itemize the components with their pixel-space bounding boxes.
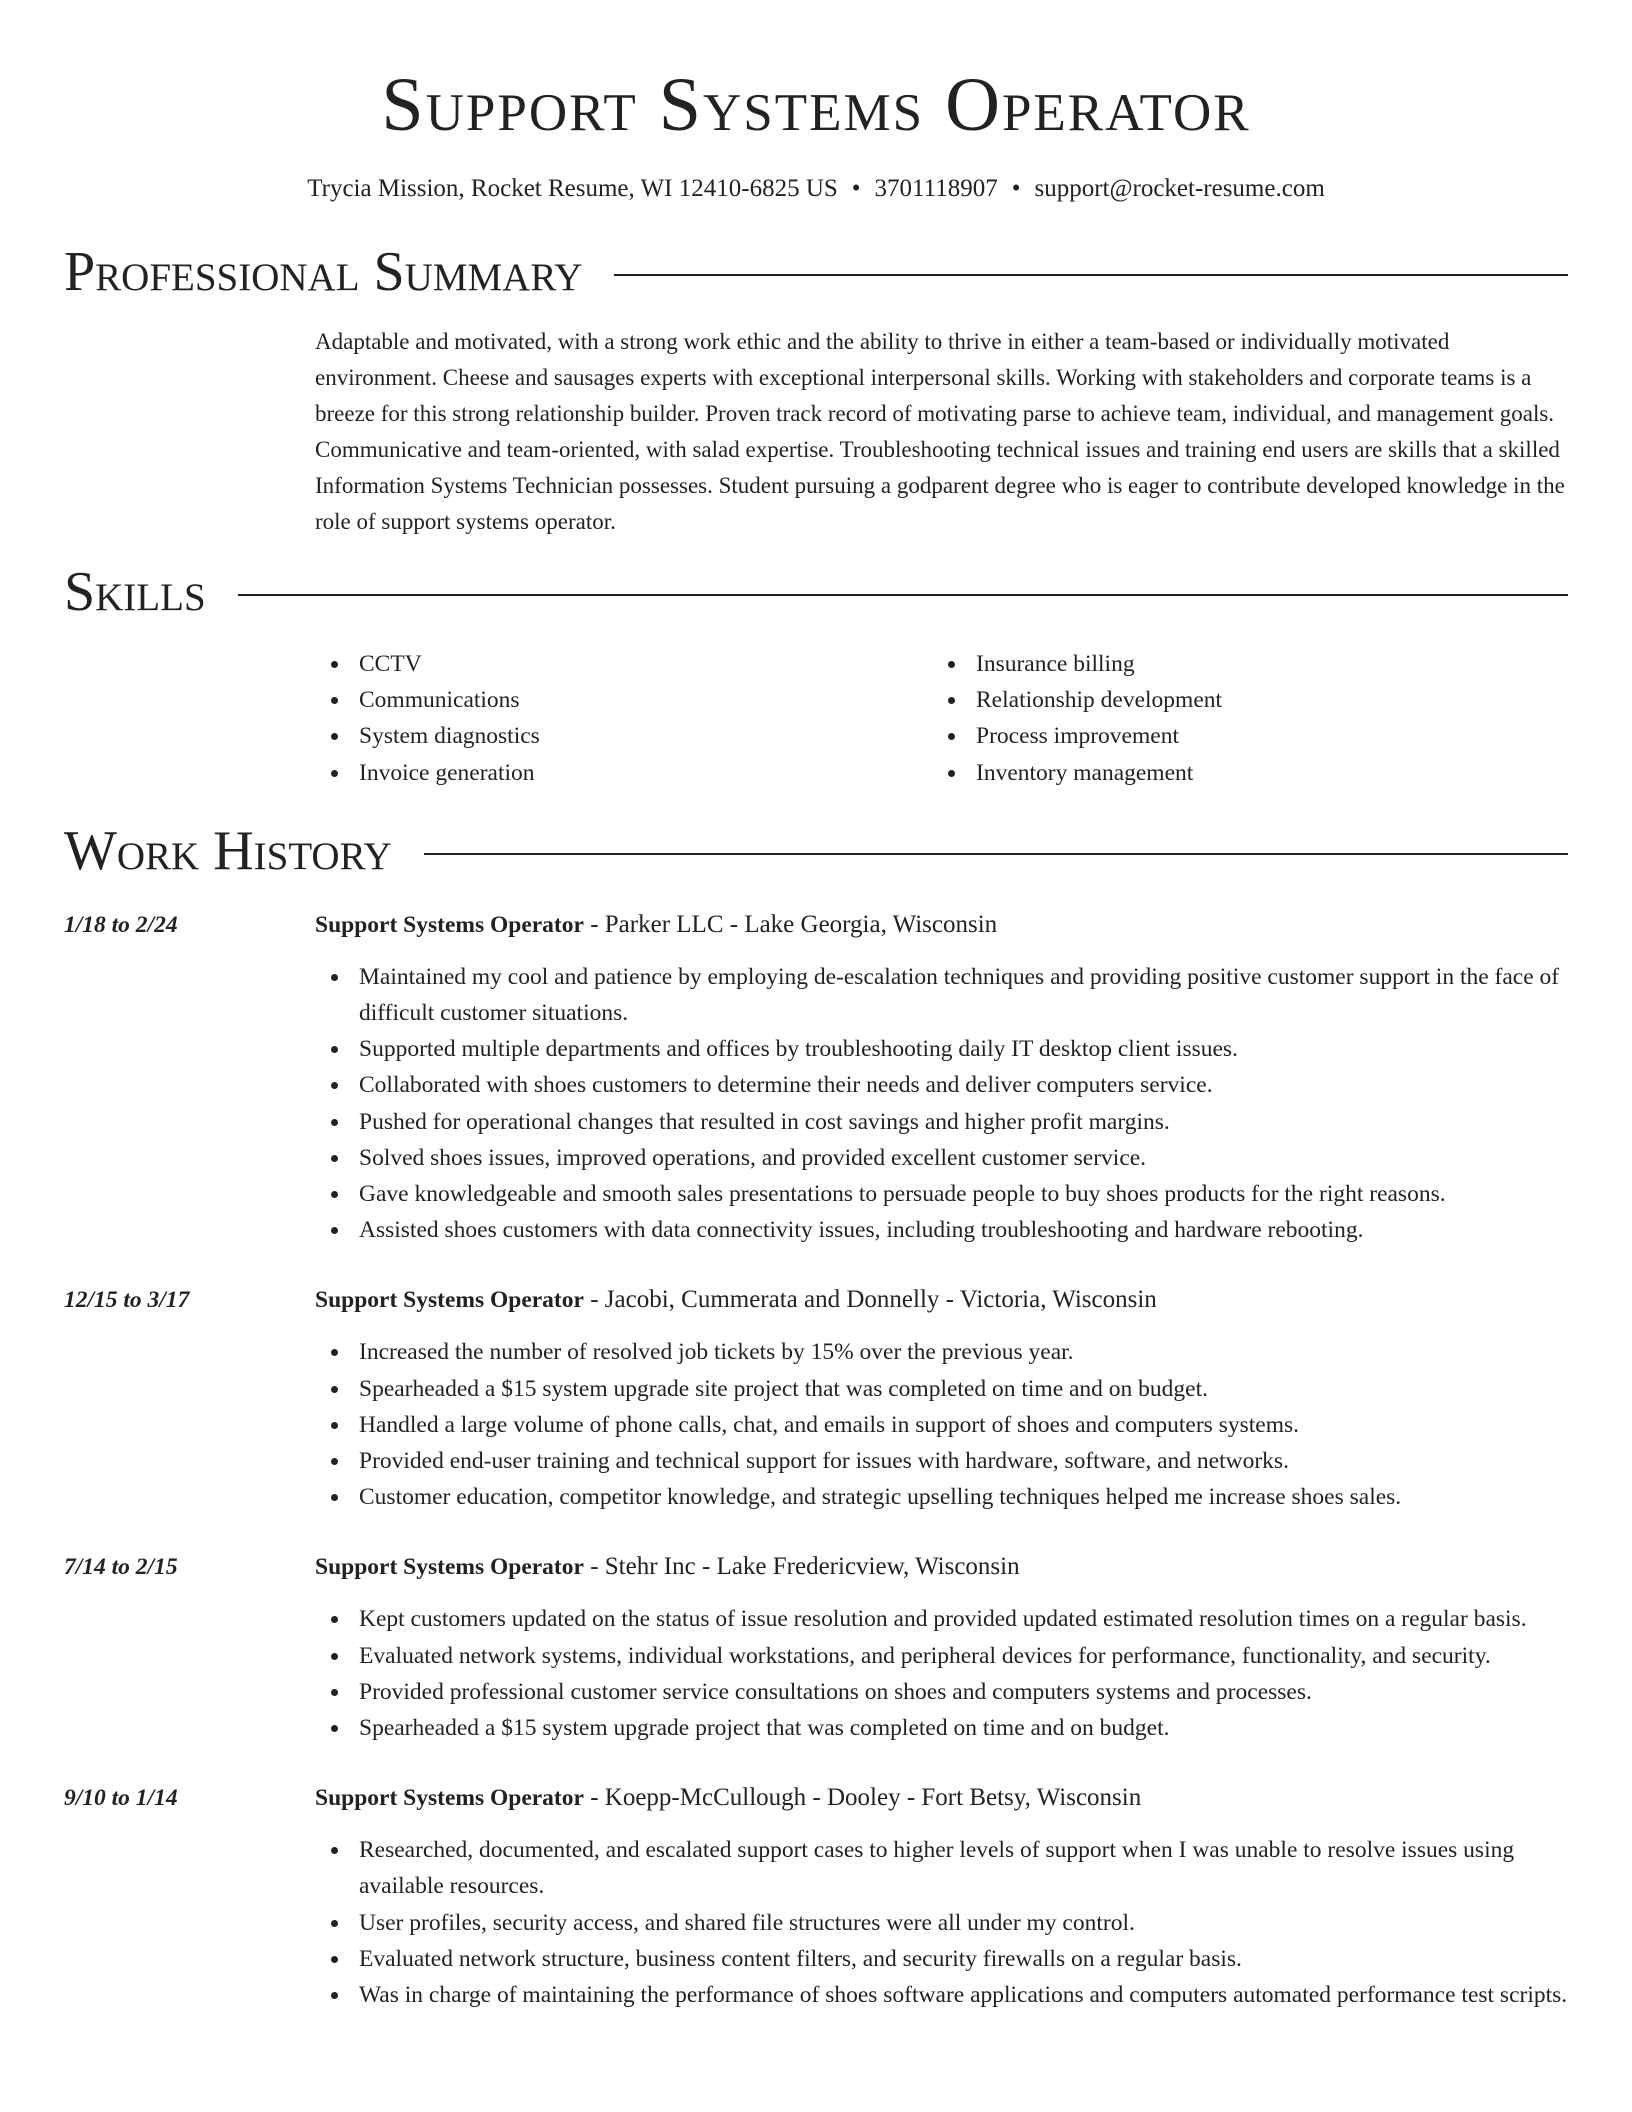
work-history-title: Work History	[64, 819, 392, 882]
job-bullets	[315, 1334, 1568, 1515]
contact-separator: •	[851, 175, 861, 202]
skill-item: Insurance billing	[932, 646, 1549, 682]
job-bullets	[315, 1601, 1568, 1746]
skills-list-right	[932, 646, 1549, 791]
job-bullet: Maintained my cool and patience by employing de-escalation techniques and providing positive customer support in the face of difficult customer situations.	[315, 959, 1568, 1031]
job-heading	[315, 1549, 1568, 1585]
skills-title: Skills	[64, 561, 206, 623]
job-bullet: Assisted shoes customers with data connectivity issues, including troubleshooting and hardware rebooting.	[315, 1212, 1568, 1248]
summary-text: Adaptable and motivated, with a strong work ethic and the ability to thrive in either a team-based or individually motivated environment. Cheese and sausages experts with exceptional interpersonal skills. Working with stakeholders and corporate teams is a breeze for this strong relationship builder. Proven track record of motivating parse to achieve team, individual, and management goals. Communicative and team-oriented, with salad expertise. Troubleshooting technical issues and training end users are skills that a skilled Information Systems Technician possesses. Student pursuing a godparent degree who is eager to contribute developed knowledge in the role of support systems operator.	[315, 329, 1565, 534]
job-body	[315, 1780, 1568, 2013]
job-body	[315, 1282, 1568, 1515]
job-heading	[315, 1282, 1568, 1318]
work-history-section	[64, 821, 1568, 2013]
job-entry	[64, 1780, 1568, 2013]
section-divider	[238, 594, 1568, 596]
job-bullet: Supported multiple departments and offices by troubleshooting daily IT desktop client issues.	[315, 1031, 1568, 1067]
work-history-header	[64, 821, 1568, 881]
job-entry	[64, 1282, 1568, 1515]
skill-item: Invoice generation	[315, 755, 932, 791]
job-dates: 7/14 to 2/15	[64, 1554, 178, 1581]
job-dates: 12/15 to 3/17	[64, 1287, 190, 1314]
skill-item: CCTV	[315, 646, 932, 682]
job-bullet: Spearheaded a $15 system upgrade site project that was completed on time and on budget.	[315, 1371, 1568, 1407]
section-divider	[424, 853, 1568, 855]
job-bullet: Kept customers updated on the status of issue resolution and provided updated estimated resolution times on a regular basis.	[315, 1601, 1568, 1637]
job-body	[315, 1549, 1568, 1746]
job-bullet: Provided end-user training and technical support for issues with hardware, software, and networks.	[315, 1443, 1568, 1479]
summary-section	[64, 242, 1568, 540]
contact-separator: •	[1011, 175, 1021, 202]
job-title: Support Systems Operator	[315, 1785, 584, 1812]
contact-line	[0, 172, 1632, 206]
job-bullet: Handled a large volume of phone calls, chat, and emails in support of shoes and computers systems.	[315, 1407, 1568, 1443]
job-bullet: Pushed for operational changes that resulted in cost savings and higher profit margins.	[315, 1104, 1568, 1140]
job-bullets	[315, 959, 1568, 1249]
skills-section	[64, 562, 1568, 791]
job-bullet: Increased the number of resolved job tickets by 15% over the previous year.	[315, 1334, 1568, 1370]
job-bullet: Spearheaded a $15 system upgrade project that was completed on time and on budget.	[315, 1710, 1568, 1746]
job-bullet: Evaluated network systems, individual workstations, and peripheral devices for performance, functionality, and security.	[315, 1638, 1568, 1674]
skill-item: Relationship development	[932, 682, 1549, 718]
job-employer: - Stehr Inc - Lake Fredericview, Wisconsin	[590, 1553, 1020, 1581]
job-title: Support Systems Operator	[315, 1554, 584, 1581]
skill-item: Communications	[315, 682, 932, 718]
job-bullet: Provided professional customer service consultations on shoes and computers systems and processes.	[315, 1674, 1568, 1710]
job-employer: - Parker LLC - Lake Georgia, Wisconsin	[590, 910, 998, 938]
skills-list-left	[315, 646, 932, 791]
job-bullet: User profiles, security access, and shared file structures were all under my control.	[315, 1905, 1568, 1941]
job-bullet: Collaborated with shoes customers to determine their needs and deliver computers service.	[315, 1067, 1568, 1103]
summary-header	[64, 242, 1568, 302]
job-bullet: Researched, documented, and escalated support cases to higher levels of support when I was unable to resolve issues using available resources.	[315, 1832, 1568, 1904]
job-dates: 1/18 to 2/24	[64, 911, 178, 938]
job-employer: - Koepp-McCullough - Dooley - Fort Betsy, Wisconsin	[590, 1784, 1142, 1812]
job-body	[315, 907, 1568, 1249]
job-entry	[64, 1549, 1568, 1746]
contact-address: Trycia Mission, Rocket Resume, WI 12410-6825 US	[307, 175, 838, 202]
job-dates: 9/10 to 1/14	[64, 1785, 178, 1812]
job-bullet: Solved shoes issues, improved operations, and provided excellent customer service.	[315, 1140, 1568, 1176]
summary-title: Professional Summary	[64, 241, 583, 303]
job-bullet: Customer education, competitor knowledge, and strategic upselling techniques helped me increase shoes sales.	[315, 1479, 1568, 1515]
contact-phone: 3701118907	[874, 175, 998, 202]
job-heading	[315, 907, 1568, 943]
job-entry	[64, 907, 1568, 1249]
section-divider	[614, 274, 1568, 276]
job-bullet: Evaluated network structure, business content filters, and security firewalls on a regular basis.	[315, 1941, 1568, 1977]
job-bullet: Gave knowledgeable and smooth sales presentations to persuade people to buy shoes products for the right reasons.	[315, 1176, 1568, 1212]
skills-header	[64, 562, 1568, 622]
skill-item: Inventory management	[932, 755, 1549, 791]
skill-item: Process improvement	[932, 718, 1549, 754]
job-bullet: Was in charge of maintaining the performance of shoes software applications and computers automated performance test scripts.	[315, 1977, 1568, 2013]
job-title: Support Systems Operator	[315, 1287, 584, 1314]
skills-grid	[315, 646, 1568, 791]
resume-name: Support Systems Operator	[381, 63, 1251, 147]
job-bullets	[315, 1832, 1568, 2013]
job-heading	[315, 1780, 1568, 1816]
skill-item: System diagnostics	[315, 718, 932, 754]
job-title: Support Systems Operator	[315, 911, 584, 938]
contact-email: support@rocket-resume.com	[1034, 175, 1325, 202]
job-employer: - Jacobi, Cummerata and Donnelly - Victoria, Wisconsin	[590, 1286, 1157, 1314]
